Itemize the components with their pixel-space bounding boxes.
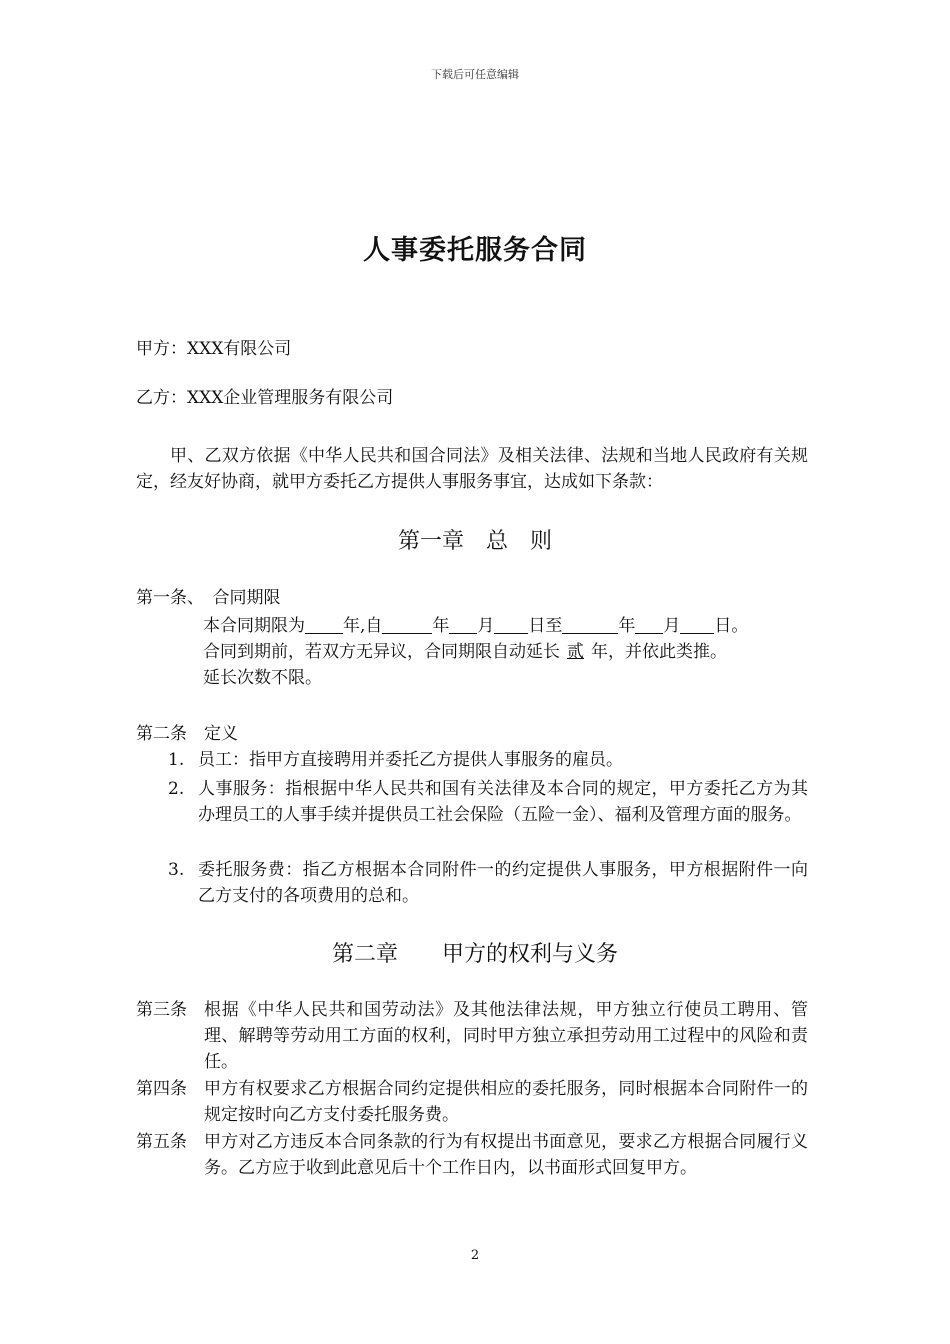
renewal-line: 合同到期前，若双方无异议，合同期限自动延长 贰 年，并依此类推。 [203,642,727,662]
article-2-label: 第二条 定义 [136,724,238,744]
chapter-1-heading: 第一章 总 则 [397,529,552,554]
end-year-blank[interactable] [562,615,618,634]
renewal-limit: 延长次数不限。 [203,668,322,688]
article-item: 第五条 甲方对乙方违反本合同条款的行为有权提出书面意见，要求乙方根据合同履行义务。乙方应于收到此意见后十个工作日内，以书面形式回复甲方。 [136,1132,808,1178]
party-a: 甲方：XXX有限公司 [136,339,292,359]
party-b: 乙方：XXX企业管理服务有限公司 [136,388,394,408]
term-line: 本合同期限为 年,自 年 月 日至 年 月 日。 [203,616,749,636]
end-day-blank[interactable] [680,615,714,634]
end-month-blank[interactable] [635,615,663,634]
article-item: 第三条 根据《中华人民共和国劳动法》及其他法律法规，甲方独立行使员工聘用、管理、解聘等劳动用工方面的权利，同时甲方独立承担劳动用工过程中的风险和责任。 [136,1000,808,1072]
intro-paragraph: 甲、乙双方依据《中华人民共和国合同法》及相关法律、法规和当地人民政府有关规定，经友好协商，就甲方委托乙方提供人事服务事宜，达成如下条款： [136,446,808,492]
article-item: 第四条 甲方有权要求乙方根据合同约定提供相应的委托服务，同时根据本合同附件一的规定按时向乙方支付委托服务费。 [136,1079,808,1125]
definition-item: 1. 员工：指甲方直接聘用并委托乙方提供人事服务的雇员。 [168,750,623,770]
definition-item: 2. 人事服务：指根据中华人民共和国有关法律及本合同的规定，甲方委托乙方为其办理员工的人事手续并提供员工社会保险（五险一金）、福利及管理方面的服务。 [168,779,808,825]
start-day-blank[interactable] [494,615,528,634]
renewal-years: 贰 [567,642,584,662]
header-note: 下载后可任意编辑 [431,68,519,81]
article-1-label: 第一条、 合同期限 [136,588,281,608]
years-blank[interactable] [305,615,343,634]
page-number: 2 [470,1248,480,1263]
definition-item: 3. 委托服务费：指乙方根据本合同附件一的约定提供人事服务，甲方根据附件一向乙方支付的各项费用的总和。 [168,860,808,906]
start-month-blank[interactable] [449,615,477,634]
chapter-2-heading: 第二章 甲方的权利与义务 [331,942,618,967]
start-year-blank[interactable] [382,615,432,634]
contract-title: 人事委托服务合同 [363,235,587,266]
